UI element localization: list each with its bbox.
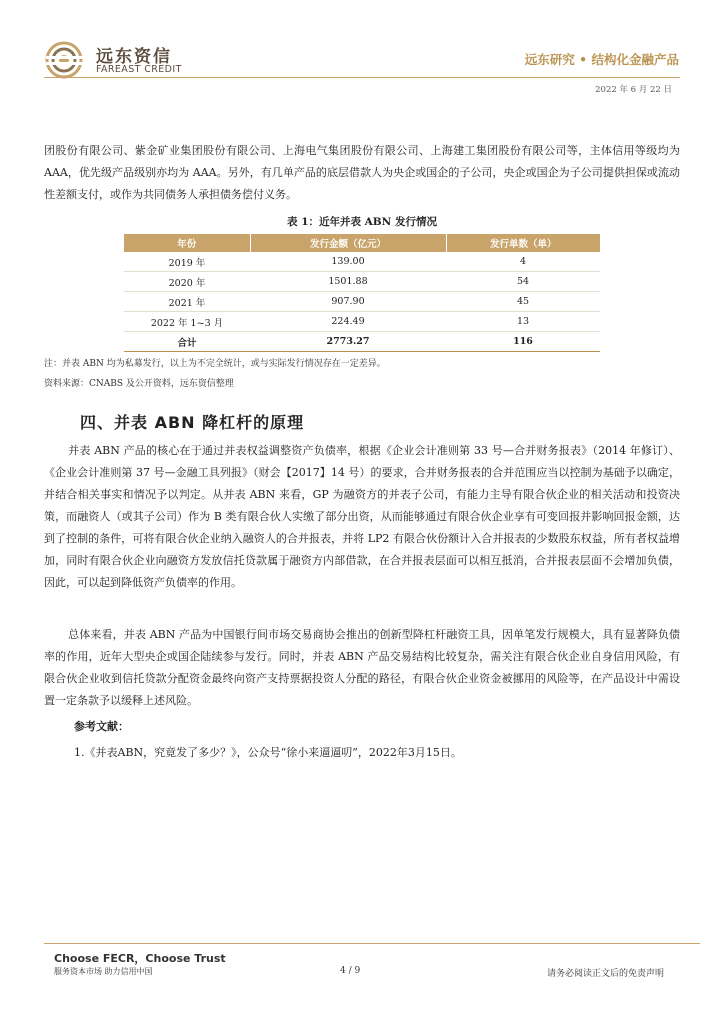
table-cell: 合计 [124,332,250,352]
table-header-cell: 年份 [124,234,250,252]
table-row [124,272,600,292]
table-cell: 139.00 [250,252,446,272]
brand-logo-icon [44,40,88,80]
table-cell: 4 [446,252,600,272]
header-divider [44,77,680,78]
brand-name-cn: 远东资信 [96,47,172,67]
intro-paragraph: 团股份有限公司、紫金矿业集团股份有限公司、上海电气集团股份有限公司、上海建工集团股份有限公司等，主体信用等级均为 AAA，优先级产品级别亦均为 AAA。另外，有几单产品的底层借款人为央企或国企的子公司，央企或国企为子公司提供担保或流动性差额支付，或作为共同债务人承担债务偿付义务。 [44,144,680,201]
table-header-cell: 发行单数（单） [446,234,600,252]
report-date: 2022 年 6 月 22 日 [595,85,672,95]
page-number: 4 / 9 [340,966,361,976]
table-total-row [124,332,600,352]
table-cell: 2773.27 [250,332,446,352]
table-header-cell: 发行金额（亿元） [250,234,446,252]
references-title: 参考文献： [74,720,129,733]
table-cell: 907.90 [250,292,446,312]
table-note: 注：并表 ABN 均为私募发行，以上为不完全统计，或与实际发行情况存在一定差异。 [44,359,386,369]
section-title: 四、并表 ABN 降杠杆的原理 [80,413,305,432]
table-cell: 54 [446,272,600,292]
table-cell: 116 [446,332,600,352]
footer-disclaimer: 请务必阅读正文后的免责声明 [546,969,664,979]
reference-item: 1.《并表ABN，究竟发了多少？》，公众号“徐小来逼逼叨”，2022年3月15日。 [74,746,462,759]
abn-issuance-table [124,234,600,352]
table-cell: 2022 年 1~3 月 [124,312,250,332]
table-header-row [124,234,600,252]
table-cell: 13 [446,312,600,332]
table-cell: 1501.88 [250,272,446,292]
header-tagline: 远东研究 • 结构化金融产品 [524,52,679,67]
table-cell: 2020 年 [124,272,250,292]
table-title: 表 1：近年并表 ABN 发行情况 [287,216,437,228]
footer-slogan: Choose FECR，Choose Trust [54,952,226,965]
section-paragraph-1: 并表 ABN 产品的核心在于通过并表权益调整资产负债率，根据《企业会计准则第 33 号—合并财务报表》（2014 年修订）、《企业会计准则第 37 号—金融工具列报》（财会【2017】14 号）的要求，合并财务报表的合并范围应当以控制为基础予以确定，并结合相关事实和情况予以判定。从并表 ABN 来看，GP 为融资方的并表子公司，有能力主导有限合伙企业的相关活动和投资决策，而融资人（或其子公司）作为 B 类有限合伙人实缴了部分出资，从而能够通过有限合伙企业享有可变回报并影响回报金额，达到了控制的条件，可将有限合伙企业纳入融资人的合并报表，并将 LP2 有限合伙份额计入合并报表的少数股东权益，所有者权益增加，同时有限合伙企业向融资方发放信托贷款属于融资方内部借款，在合并报表层面可以相互抵消，合并报表层面不会增加负债，因此，可以起到降低资产负债率的作用。 [44,444,680,589]
section-paragraph-2: 总体来看，并表 ABN 产品为中国银行间市场交易商协会推出的创新型降杠杆融资工具，因单笔发行规模大，具有显著降负债率的作用，近年大型央企或国企陆续参与发行。同时，并表 ABN 产品交易结构比较复杂，需关注有限合伙企业自身信用风险，有限合伙企业收到信托贷款分配资金最终向资产支持票据投资人分配的路径，有限合伙企业资金被挪用的风险等，在产品设计中需设置一定条款予以缓释上述风险。 [44,628,680,707]
table-row [124,252,600,272]
table-cell: 45 [446,292,600,312]
brand-name-en: FAREAST CREDIT [96,64,182,75]
table-row [124,312,600,332]
table-row [124,292,600,312]
table-cell: 224.49 [250,312,446,332]
footer-subslogan: 服务资本市场 助力信用中国 [54,967,153,976]
table-cell: 2019 年 [124,252,250,272]
table-cell: 2021 年 [124,292,250,312]
footer-divider [44,943,700,944]
table-source: 资料来源：CNABS 及公开资料，远东资信整理 [44,379,234,389]
